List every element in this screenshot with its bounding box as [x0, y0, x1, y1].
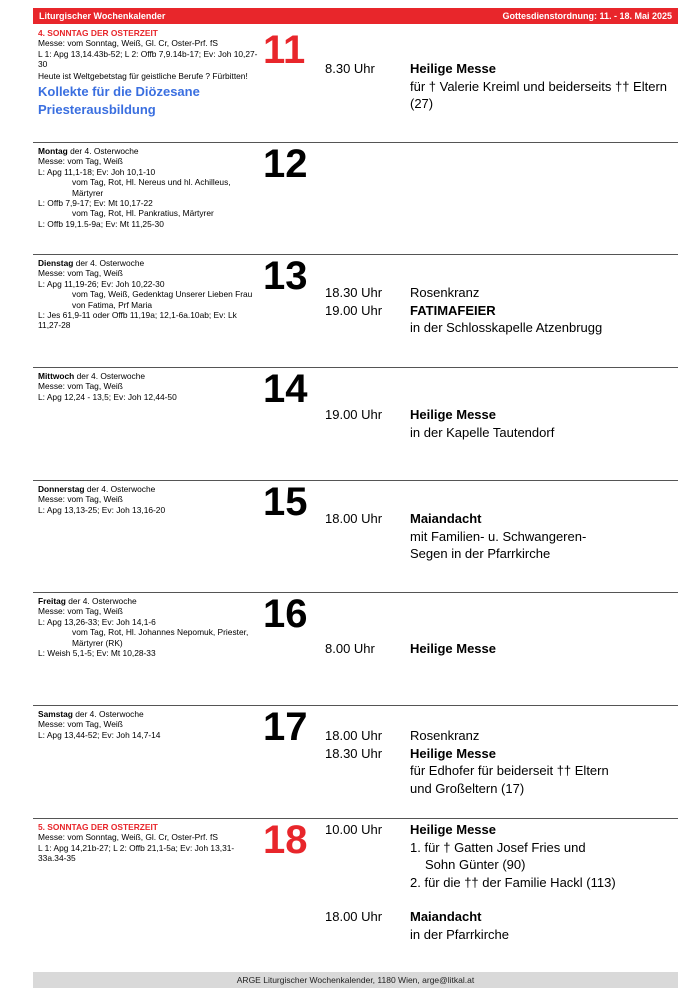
service-list — [325, 510, 675, 563]
liturgy-info — [38, 596, 258, 658]
service-title: Maiandacht — [410, 909, 482, 924]
service-intention: für † Valerie Kreiml und beiderseits †† Eltern (27) — [410, 78, 667, 111]
weekday-name: Mittwoch — [38, 371, 75, 381]
day-number: 16 — [263, 592, 308, 636]
liturgy-info — [38, 371, 258, 402]
service-entry — [325, 406, 675, 441]
mass-line: Messe: vom Sonntag, Weiß, Gl. Cr, Oster-Prf. fS — [38, 832, 218, 843]
liturgy-info — [38, 709, 258, 740]
service-list — [325, 727, 675, 797]
readings-line: L: Weish 5,1-5; Ev: Mt 10,28-33 — [38, 648, 156, 659]
mass-line: Messe: vom Tag, Weiß — [38, 156, 123, 167]
service-time: 8.30 Uhr — [325, 61, 375, 76]
liturgy-info — [38, 258, 258, 331]
service-list — [325, 284, 675, 337]
day-block-16 — [33, 592, 678, 706]
header-title: Liturgischer Wochenkalender — [39, 11, 166, 21]
day-number: 12 — [263, 142, 308, 186]
day-block-14 — [33, 367, 678, 481]
service-list — [325, 640, 675, 658]
liturgy-info — [38, 146, 258, 229]
service-list — [325, 60, 675, 113]
day-block-11 — [33, 28, 678, 143]
liturgy-info — [38, 28, 258, 119]
day-block-13 — [33, 254, 678, 368]
service-title: Rosenkranz — [410, 728, 480, 743]
service-title: Heilige Messe — [410, 61, 496, 76]
service-entry — [325, 727, 675, 745]
mass-line: Messe: vom Sonntag, Weiß, Gl. Cr, Oster-Prf. fS — [38, 38, 218, 49]
feast-title: 4. SONNTAG DER OSTERZEIT — [38, 28, 158, 38]
collection-note: Kollekte für die Diözesane Priesterausbildung — [38, 84, 200, 118]
readings-line: L: Apg 13,13-25; Ev: Joh 13,16-20 — [38, 504, 166, 515]
mass-line: Messe: vom Tag, Weiß — [38, 606, 123, 617]
day-block-12 — [33, 142, 678, 255]
readings-line: L: Offb 7,9-17; Ev: Mt 10,17-22 — [38, 198, 153, 209]
service-intention: 2. für die †† der Familie Hackl (113) — [410, 874, 616, 890]
alt-mass-line: vom Tag, Rot, Hl. Johannes Nepomuk, Priester, Märtyrer (RK) — [72, 627, 249, 648]
day-block-15 — [33, 480, 678, 593]
service-time: 8.00 Uhr — [325, 641, 375, 656]
service-title: Rosenkranz — [410, 285, 480, 300]
header-date-range: Gottesdienstordnung: 11. - 18. Mai 2025 — [502, 11, 672, 21]
weekday-name: Montag — [38, 146, 68, 156]
service-location: in der Kapelle Tautendorf — [410, 424, 555, 440]
day-number: 17 — [263, 705, 308, 749]
readings-line: L 1: Apg 14,21b-27; L 2: Offb 21,1-5a; Ev: Joh 13,31-33a.34-35 — [38, 842, 235, 864]
day-block-18 — [33, 818, 678, 968]
day-number: 13 — [263, 254, 308, 298]
liturgy-info — [38, 484, 258, 515]
weekday-line: Dienstag der 4. Osterwoche — [38, 258, 145, 268]
mass-line: Messe: vom Tag, Weiß — [38, 268, 123, 279]
alt-mass-line: vom Tag, Weiß, Gedenktag Unserer Lieben Frau von Fatima, Prf Maria — [72, 289, 253, 310]
weekday-line: Samstag der 4. Osterwoche — [38, 709, 144, 719]
service-entry — [325, 60, 675, 113]
page-footer: ARGE Liturgischer Wochenkalender, 1180 Wien, arge@litkal.at — [33, 972, 678, 988]
day-number: 14 — [263, 367, 308, 411]
weekday-name: Samstag — [38, 709, 73, 719]
weekday-name: Dienstag — [38, 258, 74, 268]
prayer-note: Heute ist Weltgebetstag für geistliche Berufe ? Fürbitten! — [38, 70, 248, 81]
service-time: 18.00 Uhr — [325, 728, 383, 743]
service-title: Heilige Messe — [410, 407, 496, 422]
service-time: 18.00 Uhr — [325, 511, 383, 526]
service-intention: und Großeltern (17) — [410, 780, 525, 796]
service-time: 18.30 Uhr — [325, 285, 383, 300]
day-number: 15 — [263, 480, 308, 524]
service-title: Heilige Messe — [410, 745, 496, 761]
service-location: in der Schlosskapelle Atzenbrugg — [410, 320, 603, 335]
service-list — [325, 406, 675, 441]
service-intention: für Edhofer für beiderseit †† Eltern — [410, 763, 609, 778]
service-detail: mit Familien- u. Schwangeren- — [410, 528, 587, 544]
service-entry — [325, 302, 675, 337]
day-block-17 — [33, 705, 678, 819]
weekday-line: Freitag der 4. Osterwoche — [38, 596, 137, 606]
service-time: 10.00 Uhr — [325, 822, 383, 837]
alt-mass-line: vom Tag, Rot, Hl. Nereus und hl. Achilleus, Märtyrer — [72, 177, 231, 198]
day-number: 18 — [263, 818, 308, 862]
feast-title: 5. SONNTAG DER OSTERZEIT — [38, 822, 158, 832]
service-location: in der Pfarrkirche — [410, 926, 509, 942]
mass-line: Messe: vom Tag, Weiß — [38, 494, 123, 505]
mass-line: Messe: vom Tag, Weiß — [38, 381, 123, 392]
service-time: 18.30 Uhr — [325, 745, 383, 761]
service-title: Heilige Messe — [410, 641, 496, 656]
readings-line: L 1: Apg 13,14.43b-52; L 2: Offb 7,9.14b-17; Ev: Joh 10,27-30 — [38, 48, 258, 70]
service-title: Maiandacht — [410, 511, 482, 526]
weekday-line: Donnerstag der 4. Osterwoche — [38, 484, 156, 494]
service-list — [325, 821, 675, 943]
weekday-line: Mittwoch der 4. Osterwoche — [38, 371, 146, 381]
liturgy-info — [38, 822, 258, 864]
readings-line: L: Jes 61,9-11 oder Offb 11,19a; 12,1-6a.10ab; Ev: Lk 11,27-28 — [38, 310, 237, 331]
service-entry — [325, 510, 675, 563]
calendar-header — [33, 8, 678, 24]
service-title: FATIMAFEIER — [410, 302, 496, 318]
service-entry — [325, 908, 675, 943]
service-time: 18.00 Uhr — [325, 909, 383, 924]
mass-line: Messe: vom Tag, Weiß — [38, 719, 123, 730]
readings-line: L: Offb 19,1.5-9a; Ev: Mt 11,25-30 — [38, 218, 164, 229]
readings-line: L: Apg 11,1-18; Ev: Joh 10,1-10 — [38, 166, 156, 177]
readings-line: L: Apg 12,24 - 13,5; Ev: Joh 12,44-50 — [38, 391, 177, 402]
readings-line: L: Apg 13,44-52; Ev: Joh 14,7-14 — [38, 729, 161, 740]
service-time: 19.00 Uhr — [325, 302, 383, 318]
readings-line: L: Apg 11,19-26; Ev: Joh 10,22-30 — [38, 278, 165, 289]
service-entry — [325, 745, 675, 798]
weekday-name: Donnerstag — [38, 484, 85, 494]
service-entry — [325, 284, 675, 302]
service-intention: 1. für † Gatten Josef Fries und — [410, 839, 586, 855]
alt-mass-line: vom Tag, Rot, Hl. Pankratius, Märtyrer — [72, 208, 214, 219]
day-number: 11 — [263, 28, 306, 72]
service-time: 19.00 Uhr — [325, 407, 383, 422]
weekday-name: Freitag — [38, 596, 66, 606]
service-entry — [325, 821, 675, 891]
readings-line: L: Apg 13,26-33; Ev: Joh 14,1-6 — [38, 616, 156, 627]
weekday-line: Montag der 4. Osterwoche — [38, 146, 139, 156]
service-detail: Segen in der Pfarrkirche — [410, 546, 551, 561]
service-entry — [325, 640, 675, 658]
service-title: Heilige Messe — [410, 822, 496, 837]
service-intention: Sohn Günter (90) — [425, 857, 526, 872]
